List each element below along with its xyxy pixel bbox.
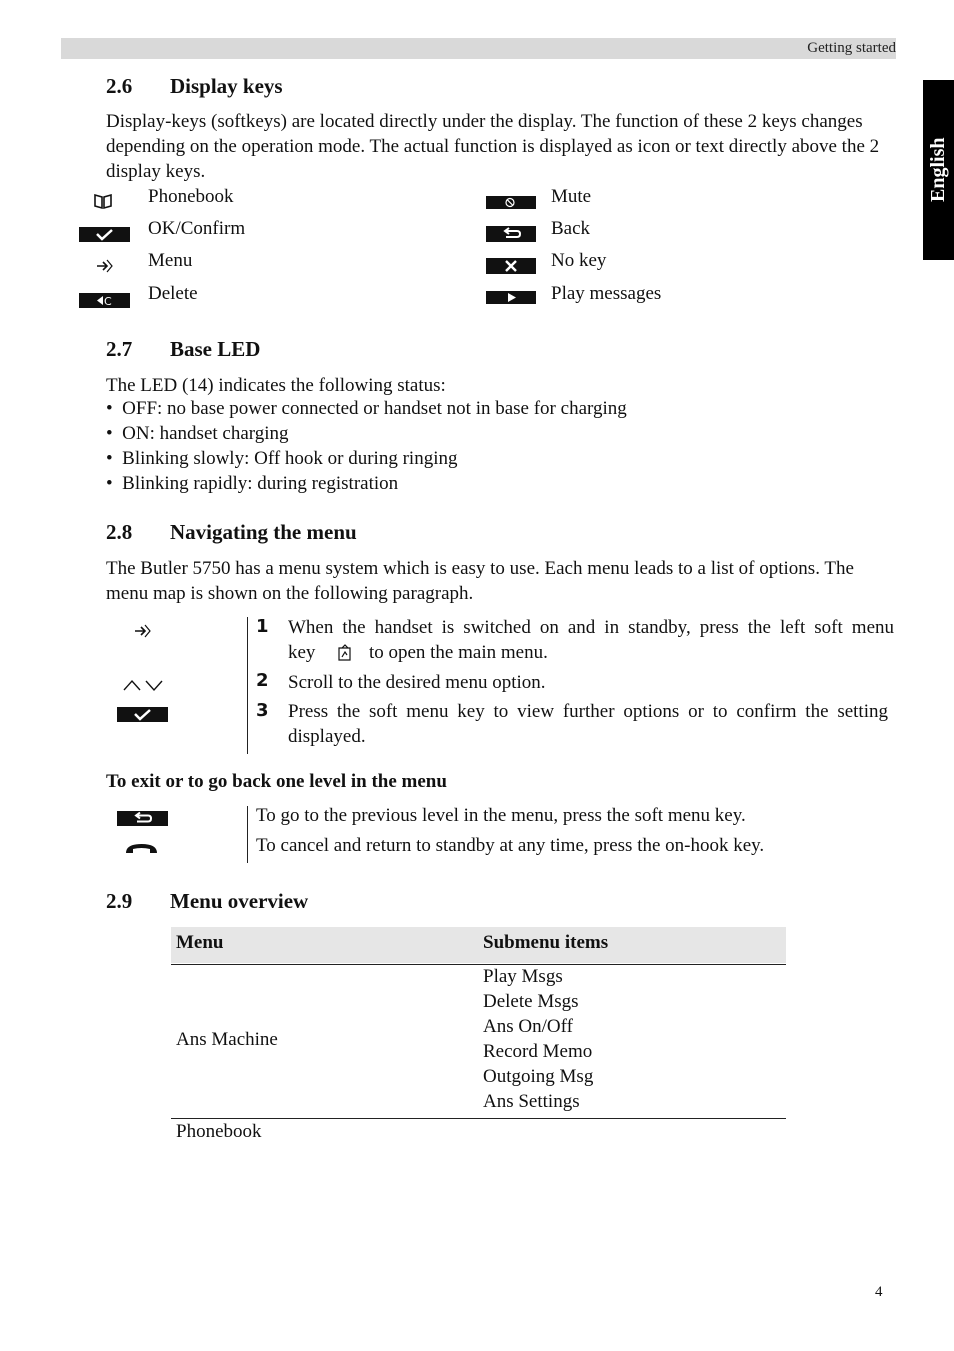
step-number: 3	[256, 700, 269, 721]
table-cell-submenu-list	[483, 964, 593, 1114]
bullet-text: ON: handset charging	[122, 423, 289, 444]
step-3-line-1: Press the soft menu key to view further options or to confirm the setting	[288, 701, 888, 722]
table-rule	[171, 1118, 786, 1119]
table-cell-menu: Ans Machine	[176, 1029, 278, 1050]
submenu-item: Outgoing Msg	[483, 1066, 594, 1087]
section-title: Display keys	[170, 74, 283, 98]
list-item: • Blinking slowly: Off hook or during ringing	[106, 448, 458, 469]
bullet-text: OFF: no base power connected or handset not in base for charging	[122, 398, 627, 419]
step-3-line-2: displayed.	[288, 726, 366, 747]
table-header-bg	[171, 927, 786, 963]
key-label-mute: Mute	[551, 186, 592, 207]
key-label-phonebook: Phonebook	[148, 186, 234, 207]
exit-line-back: To go to the previous level in the menu, press the soft menu key.	[256, 805, 746, 826]
bullet-text: Blinking rapidly: during registration	[122, 473, 399, 494]
section-heading-2-7	[106, 337, 506, 365]
step-number: 2	[256, 670, 269, 691]
submenu-item: Ans Settings	[483, 1091, 580, 1112]
navigating-intro: The Butler 5750 has a menu system which is easy to use. Each menu leads to a list of options. The menu map is shown on the following paragraph.	[106, 558, 854, 604]
key-label-delete: Delete	[148, 283, 198, 304]
exit-divider	[247, 806, 248, 863]
section-heading-2-8	[106, 520, 506, 548]
submenu-item: Play Msgs	[483, 966, 563, 987]
section-title: Base LED	[170, 337, 261, 361]
delete-icon	[79, 293, 130, 308]
bullet-text: Blinking slowly: Off hook or during ringing	[122, 448, 458, 469]
list-item: • OFF: no base power connected or handset not in base for charging	[106, 398, 627, 419]
section-number: 2.7	[106, 337, 133, 361]
page-number: 4	[875, 1284, 883, 1300]
menu-icon	[95, 257, 115, 275]
menu-icon	[133, 622, 153, 640]
section-number: 2.8	[106, 520, 133, 544]
submenu-item: Record Memo	[483, 1041, 593, 1062]
running-header: Getting started	[807, 40, 896, 56]
key-label-ok-confirm: OK/Confirm	[148, 218, 246, 239]
phonebook-icon	[93, 192, 113, 210]
scroll-up-down-icon	[122, 678, 164, 692]
list-item: • ON: handset charging	[106, 423, 289, 444]
svg-text:C: C	[104, 295, 112, 308]
table-header-menu: Menu	[176, 932, 224, 953]
ok-confirm-icon	[117, 707, 168, 722]
section-heading-2-6	[106, 74, 506, 102]
table-cell-menu: Phonebook	[176, 1121, 262, 1142]
menu-key-icon	[336, 644, 352, 661]
mute-icon	[486, 196, 536, 209]
submenu-item: Ans On/Off	[483, 1016, 573, 1037]
section-title: Navigating the menu	[170, 520, 357, 544]
section-heading-2-9	[106, 889, 506, 917]
key-label-back: Back	[551, 218, 591, 239]
key-label-play-messages: Play messages	[551, 283, 662, 304]
exit-subheading: To exit or to go back one level in the menu	[106, 771, 447, 792]
header-bar	[61, 38, 896, 59]
play-messages-icon	[486, 291, 536, 304]
section-title: Menu overview	[170, 889, 309, 913]
step-1-line-2	[288, 640, 548, 665]
section-number: 2.9	[106, 889, 133, 913]
no-key-icon	[486, 258, 536, 274]
table-header-submenu: Submenu items	[483, 932, 609, 953]
step-text: key	[288, 642, 316, 663]
back-icon	[486, 226, 536, 242]
list-item: • Blinking rapidly: during registration	[106, 473, 399, 494]
back-icon	[117, 811, 168, 826]
key-label-menu: Menu	[148, 250, 193, 271]
base-led-intro: The LED (14) indicates the following status:	[106, 375, 446, 396]
steps-divider	[247, 617, 248, 754]
step-1-line-1: When the handset is switched on and in standby, press the left soft menu	[288, 617, 894, 638]
ok-confirm-icon	[79, 227, 130, 242]
language-tab-label: English	[927, 137, 949, 203]
step-text: to open the main menu.	[368, 642, 548, 663]
step-2-line-1: Scroll to the desired menu option.	[288, 672, 546, 693]
step-number: 1	[256, 616, 269, 637]
display-keys-intro: Display-keys (softkeys) are located directly under the display. The function of these 2 keys changes depending on the operation mode. The actual function is displayed as icon or text directly above the 2 display keys.	[106, 111, 880, 182]
exit-line-cancel: To cancel and return to standby at any time, press the on-hook key.	[256, 835, 765, 856]
submenu-item: Delete Msgs	[483, 991, 579, 1012]
table-rule	[171, 964, 786, 965]
section-number: 2.6	[106, 74, 133, 98]
on-hook-icon	[124, 841, 159, 856]
key-label-no-key: No key	[551, 250, 607, 271]
